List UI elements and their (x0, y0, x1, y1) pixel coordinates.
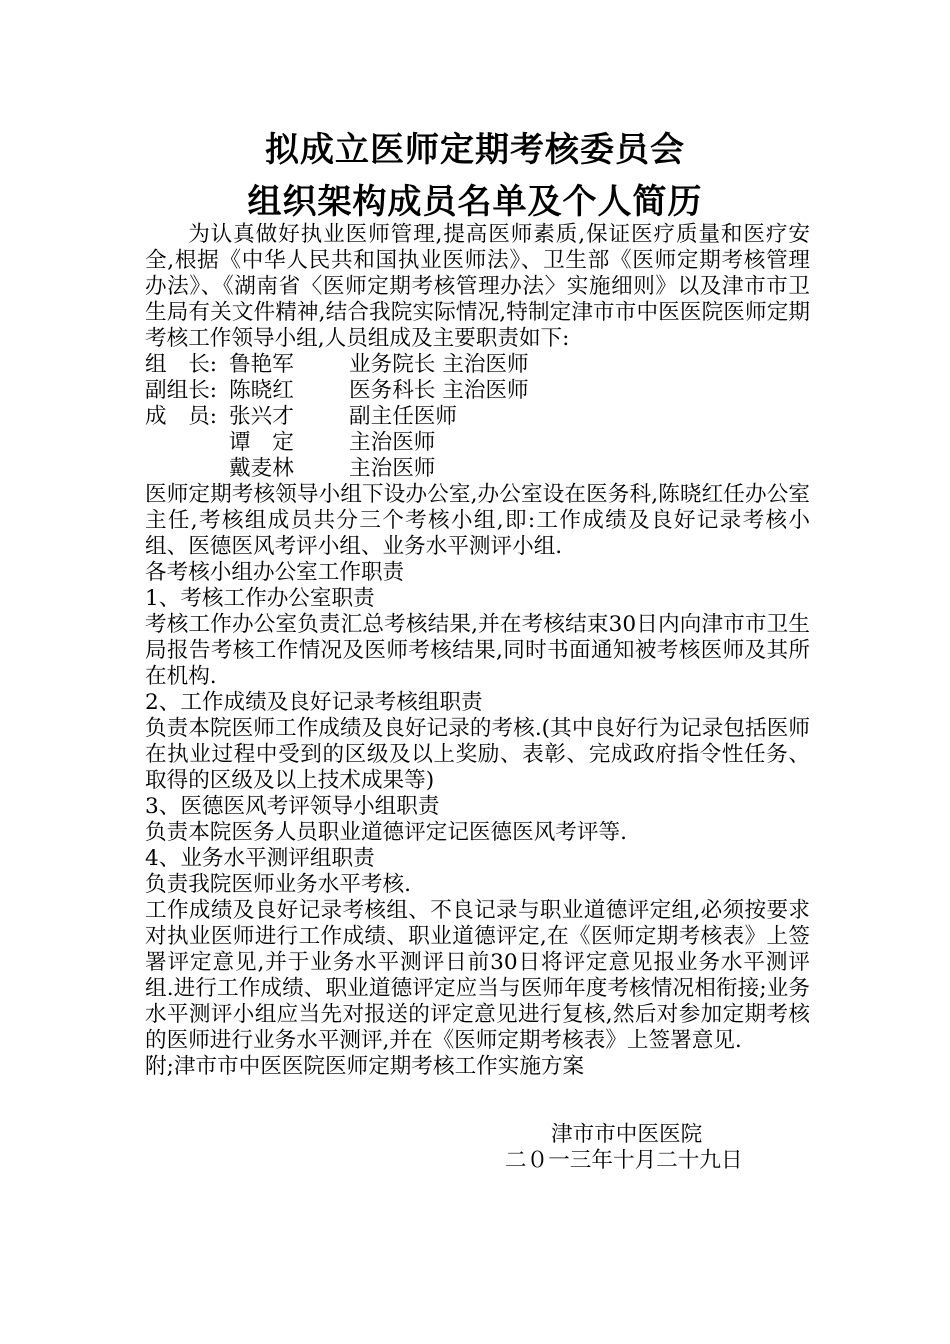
duty-heading: 3、医德医风考评领导小组职责 (145, 794, 440, 819)
signature-organization: 津市市中医医院 (551, 1122, 703, 1147)
member-title: 医务科长 主治医师 (349, 378, 529, 403)
duties-heading: 各考核小组办公室工作职责 (145, 560, 405, 585)
member-list (145, 352, 810, 482)
attachment-note: 附;津市市中医医院医师定期考核工作实施方案 (145, 1054, 585, 1079)
member-name: 鲁艳军 (229, 352, 294, 377)
signature-date: 二０一三年十月二十九日 (505, 1148, 743, 1173)
duty-text: 负责我院医师业务水平考核. (145, 872, 411, 897)
member-title: 主治医师 (349, 456, 436, 481)
duty-text: 考核工作办公室负责汇总考核结果,并在考核结束30日内向津市市卫生局报告考核工作情况及医师考核结果,同时书面通知被考核医师及其所在机构. (145, 612, 810, 689)
document-title-line-2: 组织架构成员名单及个人简历 (247, 182, 703, 222)
member-title: 副主任医师 (349, 404, 457, 429)
member-name: 戴麦林 (229, 456, 294, 481)
intro-paragraph: 为认真做好执业医师管理,提高医师素质,保证医疗质量和医疗安全,根据《中华人民共和国执业医师法》、卫生部《医师定期考核管理办法》、《湖南省〈医师定期考核管理办法〉实施细则》以及津市市卫生局有关文件精神,结合我院实际情况,特制定津市市中医医院医师定期考核工作领导小组,人员组成及主要职责如下: (145, 222, 810, 351)
member-row (145, 378, 810, 404)
member-title: 主治医师 (349, 430, 436, 455)
member-row (145, 430, 810, 456)
duty-text: 负责本院医务人员职业道德评定记医德医风考评等. (145, 820, 627, 845)
duty-text: 负责本院医师工作成绩及良好记录的考核.(其中良好行为记录包括医师在执业过程中受到的区级及以上奖励、表彰、完成政府指令性任务、取得的区级及以上技术成果等) (145, 716, 810, 793)
member-row (145, 352, 810, 378)
member-name: 陈晓红 (229, 378, 294, 403)
member-name: 张兴才 (229, 404, 294, 429)
document-title-line-1: 拟成立医师定期考核委员会 (265, 130, 685, 170)
office-paragraph: 医师定期考核领导小组下设办公室,办公室设在医务科,陈晓红任办公室主任,考核组成员共分三个考核小组,即:工作成绩及良好记录考核小组、医德医风考评小组、业务水平测评小组. (145, 482, 810, 559)
member-role-label: 组 长: (145, 352, 218, 377)
member-role-label: 副组长: (145, 378, 218, 403)
member-role-label (145, 430, 229, 456)
member-title: 业务院长 主治医师 (349, 352, 529, 377)
duty-heading: 2、工作成绩及良好记录考核组职责 (145, 690, 483, 715)
member-row (145, 404, 810, 430)
duty-heading: 4、业务水平测评组职责 (145, 846, 375, 871)
closing-paragraph: 工作成绩及良好记录考核组、不良记录与职业道德评定组,必须按要求对执业医师进行工作成绩、职业道德评定,在《医师定期考核表》上签署评定意见,并于业务水平测评日前30日将评定意见报业务水平测评组.进行工作成绩、职业道德评定应当与医师年度考核情况相衔接;业务水平测评小组应当先对报送的评定意见进行复核,然后对参加定期考核的医师进行业务水平测评,并在《医师定期考核表》上签署意见. (145, 898, 810, 1053)
member-row (145, 456, 810, 482)
member-role-label (145, 456, 229, 482)
duty-heading: 1、考核工作办公室职责 (145, 586, 375, 611)
member-name: 谭 定 (229, 430, 294, 455)
member-role-label: 成 员: (145, 404, 218, 429)
document-body (145, 222, 810, 1080)
